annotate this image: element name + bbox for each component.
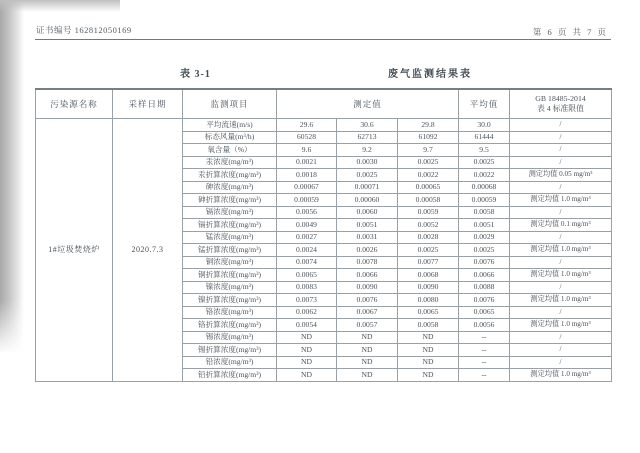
item-cell: 标态风量(m³/h): [183, 131, 277, 144]
item-cell: 砷折算浓度(mg/m³): [183, 194, 277, 207]
measured-value-cell: 0.0058: [398, 319, 459, 332]
limit-cell: /: [510, 156, 612, 169]
average-cell: 0.0025: [459, 156, 510, 169]
monitoring-results-table: [35, 88, 612, 382]
item-cell: 镉折算浓度(mg/m³): [183, 219, 277, 232]
measured-value-cell: 0.0059: [398, 206, 459, 219]
limit-cell: 测定均值 1.0 mg/m³: [510, 369, 612, 382]
measured-value-cell: ND: [398, 331, 459, 344]
limit-cell: /: [510, 256, 612, 269]
measured-value-cell: 0.0054: [277, 319, 337, 332]
item-cell: 镍折算浓度(mg/m³): [183, 294, 277, 307]
item-cell: 铅折算浓度(mg/m³): [183, 369, 277, 382]
measured-value-cell: ND: [337, 369, 398, 382]
limit-cell: 测定均值 1.0 mg/m³: [510, 269, 612, 282]
limit-cell: /: [510, 144, 612, 157]
limit-cell: /: [510, 181, 612, 194]
measured-value-cell: 62713: [337, 131, 398, 144]
measured-value-cell: 0.0021: [277, 156, 337, 169]
certificate-number: 证书编号 162812050169: [36, 25, 132, 35]
measured-value-cell: 0.00071: [337, 181, 398, 194]
limit-cell: /: [510, 231, 612, 244]
measured-value-cell: 0.0068: [398, 269, 459, 282]
limit-cell: /: [510, 281, 612, 294]
average-cell: 30.0: [459, 119, 510, 132]
average-cell: --: [459, 356, 510, 369]
limit-cell: /: [510, 356, 612, 369]
measured-value-cell: 9.6: [277, 144, 337, 157]
limit-cell: /: [510, 119, 612, 132]
limit-cell: /: [510, 206, 612, 219]
measured-value-cell: 60528: [277, 131, 337, 144]
item-cell: 铜浓度(mg/m³): [183, 256, 277, 269]
measured-value-cell: 0.0025: [398, 156, 459, 169]
item-cell: 平均流速(m/s): [183, 119, 277, 132]
item-cell: 砷浓度(mg/m³): [183, 181, 277, 194]
limit-cell: /: [510, 344, 612, 357]
item-cell: 汞浓度(mg/m³): [183, 156, 277, 169]
measured-value-cell: 0.0065: [277, 269, 337, 282]
item-cell: 锰浓度(mg/m³): [183, 231, 277, 244]
measured-value-cell: 0.0026: [337, 244, 398, 257]
average-cell: 61444: [459, 131, 510, 144]
measured-value-cell: 30.6: [337, 119, 398, 132]
table-number-label: 表 3-1: [180, 69, 211, 80]
measured-value-cell: 0.0027: [277, 231, 337, 244]
limit-cell: 测定均值 1.0 mg/m³: [510, 319, 612, 332]
measured-value-cell: 0.0031: [337, 231, 398, 244]
measured-value-cell: ND: [277, 369, 337, 382]
limit-cell: 测定均值 1.0 mg/m³: [510, 294, 612, 307]
standard-header-line2: 表 4 标准限值: [537, 104, 584, 113]
item-cell: 铬折算浓度(mg/m³): [183, 319, 277, 332]
measured-value-cell: 0.0077: [398, 256, 459, 269]
measured-value-cell: 9.7: [398, 144, 459, 157]
measured-value-cell: 0.0051: [337, 219, 398, 232]
measured-value-cell: 0.0067: [337, 306, 398, 319]
average-cell: --: [459, 331, 510, 344]
measured-value-cell: 0.0080: [398, 294, 459, 307]
measured-value-cell: ND: [277, 344, 337, 357]
average-cell: 9.5: [459, 144, 510, 157]
measured-value-cell: 61092: [398, 131, 459, 144]
col-header-standard: [510, 89, 612, 119]
measured-value-cell: 0.0057: [337, 319, 398, 332]
measured-value-cell: 0.0062: [277, 306, 337, 319]
measured-value-cell: 29.6: [277, 119, 337, 132]
limit-cell: 测定均值 0.1 mg/m³: [510, 219, 612, 232]
measured-value-cell: ND: [277, 331, 337, 344]
average-cell: --: [459, 344, 510, 357]
header-divider: [35, 39, 611, 40]
item-cell: 氧含量（%）: [183, 144, 277, 157]
measured-value-cell: ND: [337, 331, 398, 344]
item-cell: 锡浓度(mg/m³): [183, 331, 277, 344]
limit-cell: 测定均值 0.05 mg/m³: [510, 169, 612, 182]
measured-value-cell: 0.0065: [398, 306, 459, 319]
item-cell: 镍浓度(mg/m³): [183, 281, 277, 294]
col-header-item: 监测项目: [183, 89, 277, 119]
measured-value-cell: 0.00060: [337, 194, 398, 207]
measured-value-cell: 0.0066: [337, 269, 398, 282]
scan-edge-shadow: [0, 0, 24, 352]
measured-value-cell: 0.0024: [277, 244, 337, 257]
scan-top-shadow: [0, 0, 120, 12]
measured-value-cell: 0.0030: [337, 156, 398, 169]
average-cell: 0.0022: [459, 169, 510, 182]
average-cell: 0.0058: [459, 206, 510, 219]
col-header-measured: 测定值: [277, 89, 459, 119]
measured-value-cell: 9.2: [337, 144, 398, 157]
limit-cell: /: [510, 306, 612, 319]
average-cell: 0.00068: [459, 181, 510, 194]
source-name-cell: 1#垃圾焚烧炉: [36, 119, 113, 382]
measured-value-cell: 0.00067: [277, 181, 337, 194]
measured-value-cell: 0.0052: [398, 219, 459, 232]
measured-value-cell: ND: [398, 369, 459, 382]
measured-value-cell: 0.00059: [277, 194, 337, 207]
measured-value-cell: 0.0073: [277, 294, 337, 307]
table-row: [36, 119, 612, 132]
scan-edge-fade: [0, 300, 24, 360]
measured-value-cell: 0.0025: [337, 169, 398, 182]
limit-cell: 测定均值 1.0 mg/m³: [510, 194, 612, 207]
item-cell: 镉浓度(mg/m³): [183, 206, 277, 219]
item-cell: 铬浓度(mg/m³): [183, 306, 277, 319]
measured-value-cell: 0.0078: [337, 256, 398, 269]
page-title: 废气监测结果表: [388, 69, 472, 80]
measured-value-cell: 29.8: [398, 119, 459, 132]
average-cell: 0.0065: [459, 306, 510, 319]
item-cell: 汞折算浓度(mg/m³): [183, 169, 277, 182]
standard-header-line1: GB 18485-2014: [535, 94, 586, 104]
measured-value-cell: ND: [398, 356, 459, 369]
limit-cell: /: [510, 331, 612, 344]
measured-value-cell: ND: [277, 356, 337, 369]
item-cell: 锰折算浓度(mg/m³): [183, 244, 277, 257]
col-header-average: 平均值: [459, 89, 510, 119]
average-cell: 0.00059: [459, 194, 510, 207]
item-cell: 铜折算浓度(mg/m³): [183, 269, 277, 282]
table-header-row: [36, 89, 612, 119]
measured-value-cell: 0.0090: [337, 281, 398, 294]
col-header-date: 采样日期: [113, 89, 183, 119]
measured-value-cell: 0.0022: [398, 169, 459, 182]
average-cell: 0.0029: [459, 231, 510, 244]
average-cell: 0.0025: [459, 244, 510, 257]
measured-value-cell: ND: [337, 356, 398, 369]
page-indicator: 第 6 页 共 7 页: [532, 27, 608, 37]
measured-value-cell: 0.0056: [277, 206, 337, 219]
measured-value-cell: 0.0018: [277, 169, 337, 182]
average-cell: --: [459, 369, 510, 382]
measured-value-cell: 0.00058: [398, 194, 459, 207]
average-cell: 0.0076: [459, 294, 510, 307]
measured-value-cell: 0.0083: [277, 281, 337, 294]
limit-cell: 测定均值 1.0 mg/m³: [510, 244, 612, 257]
average-cell: 0.0056: [459, 319, 510, 332]
measured-value-cell: 0.0028: [398, 231, 459, 244]
measured-value-cell: 0.00065: [398, 181, 459, 194]
measured-value-cell: 0.0090: [398, 281, 459, 294]
measured-value-cell: 0.0074: [277, 256, 337, 269]
measured-value-cell: 0.0076: [337, 294, 398, 307]
measured-value-cell: ND: [337, 344, 398, 357]
sample-date-cell: 2020.7.3: [113, 119, 183, 382]
item-cell: 锡折算浓度(mg/m³): [183, 344, 277, 357]
average-cell: 0.0088: [459, 281, 510, 294]
col-header-source: 污染源名称: [36, 89, 113, 119]
measured-value-cell: ND: [398, 344, 459, 357]
average-cell: 0.0051: [459, 219, 510, 232]
average-cell: 0.0076: [459, 256, 510, 269]
limit-cell: /: [510, 131, 612, 144]
results-tbody: [36, 119, 612, 382]
item-cell: 铅浓度(mg/m³): [183, 356, 277, 369]
measured-value-cell: 0.0049: [277, 219, 337, 232]
measured-value-cell: 0.0060: [337, 206, 398, 219]
measured-value-cell: 0.0025: [398, 244, 459, 257]
average-cell: 0.0066: [459, 269, 510, 282]
